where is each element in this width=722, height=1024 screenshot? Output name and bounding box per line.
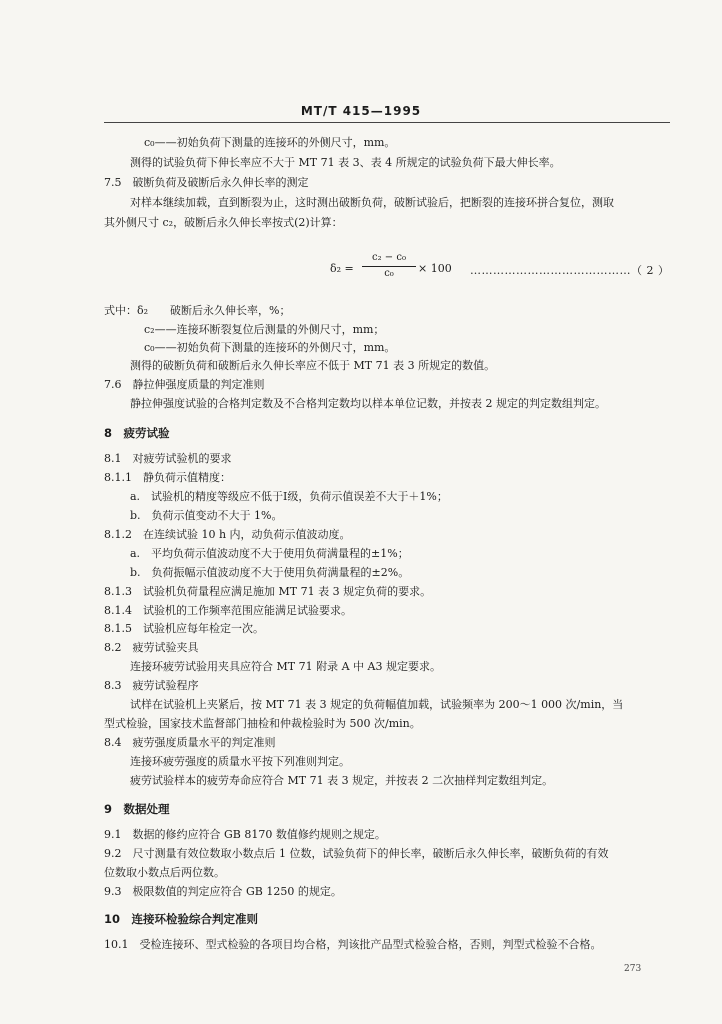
text-line: 测得的试验负荷下伸长率应不大于 MT 71 表 3、表 4 所规定的试验负荷下最大伸长率。 <box>130 156 561 169</box>
text-line: 连接环疲劳强度的质量水平按下列准则判定。 <box>130 755 350 768</box>
formula-fraction <box>362 252 416 281</box>
formula-rhs: × 100 <box>418 262 452 275</box>
standard-header: MT/T 415—1995 <box>300 104 422 118</box>
text-line: c₀——初始负荷下测量的连接环的外侧尺寸，mm。 <box>144 341 396 354</box>
text-line: 8.1.3 试验机负荷量程应满足施加 MT 71 表 3 规定负荷的要求。 <box>104 585 432 598</box>
chapter-heading: 9 数据处理 <box>104 802 170 816</box>
section-heading: 8.2 疲劳试验夹具 <box>104 641 199 654</box>
text-line: 10.1 受检连接环、型式检验的各项目均合格，判该批产品型式检验合格，否则，判型式检验不合格。 <box>104 938 602 951</box>
text-line: 其外侧尺寸 c₂，破断后永久伸长率按式(2)计算： <box>104 216 343 229</box>
section-heading: 8.4 疲劳强度质量水平的判定准则 <box>104 736 276 749</box>
list-item: a. 试验机的精度等级应不低于Ⅰ级，负荷示值误差不大于＋1%； <box>130 490 448 503</box>
text-line: 测得的破断负荷和破断后永久伸长率应不低于 MT 71 表 3 所规定的数值。 <box>130 359 496 372</box>
list-item: a. 平均负荷示值波动度不大于使用负荷满量程的±1%； <box>130 547 409 560</box>
text-line: 疲劳试验样本的疲劳寿命应符合 MT 71 表 3 规定，并按表 2 二次抽样判定数组判定。 <box>130 774 554 787</box>
fraction-bar <box>362 266 416 267</box>
page-number: 273 <box>624 964 642 974</box>
text-line: c₀——初始负荷下测量的连接环的外侧尺寸，mm。 <box>144 136 396 149</box>
section-heading: 7.6 静拉伸强度质量的判定准则 <box>104 378 265 391</box>
formula-lhs: δ₂ = <box>330 262 354 275</box>
text-line: c₂——连接环断裂复位后测量的外侧尺寸，mm； <box>144 323 385 336</box>
text-line: 静拉伸强度试验的合格判定数及不合格判定数均以样本单位记数，并按表 2 规定的判定数组判定。 <box>130 397 606 410</box>
list-item: b. 负荷示值变动不大于 1%。 <box>130 509 283 522</box>
text-line: 9.1 数据的修约应符合 GB 8170 数值修约规则之规定。 <box>104 828 386 841</box>
text-line: 8.1.1 静负荷示值精度： <box>104 471 231 484</box>
formula-2 <box>330 252 460 286</box>
formula-numerator: c₂ − c₀ <box>372 252 406 263</box>
text-line: 9.2 尺寸测量有效位数取小数点后 1 位数，试验负荷下的伸长率，破断后永久伸长率，破断负荷的有效 <box>104 847 609 860</box>
text-line: 位数取小数点后两位数。 <box>104 866 225 879</box>
text-line: 连接环疲劳试验用夹具应符合 MT 71 附录 A 中 A3 规定要求。 <box>130 660 441 673</box>
section-heading: 7.5 破断负荷及破断后永久伸长率的测定 <box>104 176 309 189</box>
formula-number: ……………………………………（ 2 ） <box>470 264 670 277</box>
text-line: 型式检验，国家技术监督部门抽检和仲裁检验时为 500 次/min。 <box>104 717 421 730</box>
chapter-heading: 8 疲劳试验 <box>104 426 170 440</box>
text-line: 对样本继续加载，直到断裂为止，这时测出破断负荷，破断试验后，把断裂的连接环拼合复位，测取 <box>130 196 614 209</box>
text-line: 8.1.2 在连续试验 10 h 内，动负荷示值波动度。 <box>104 528 351 541</box>
text-line: 8.1.4 试验机的工作频率范围应能满足试验要求。 <box>104 604 352 617</box>
section-heading: 8.1 对疲劳试验机的要求 <box>104 452 232 465</box>
chapter-heading: 10 连接环检验综合判定准则 <box>104 912 259 926</box>
header-rule <box>104 122 670 123</box>
formula-denominator: c₀ <box>384 268 394 279</box>
text-line: 9.3 极限数值的判定应符合 GB 1250 的规定。 <box>104 885 342 898</box>
section-heading: 8.3 疲劳试验程序 <box>104 679 199 692</box>
list-item: b. 负荷振幅示值波动度不大于使用负荷满量程的±2%。 <box>130 566 410 579</box>
text-line: 式中：δ₂ 破断后永久伸长率，%； <box>104 304 291 317</box>
text-line: 试样在试验机上夹紧后，按 MT 71 表 3 规定的负荷幅值加载，试验频率为 200～1 000 次/min，当 <box>130 698 624 711</box>
text-line: 8.1.5 试验机应每年检定一次。 <box>104 622 264 635</box>
